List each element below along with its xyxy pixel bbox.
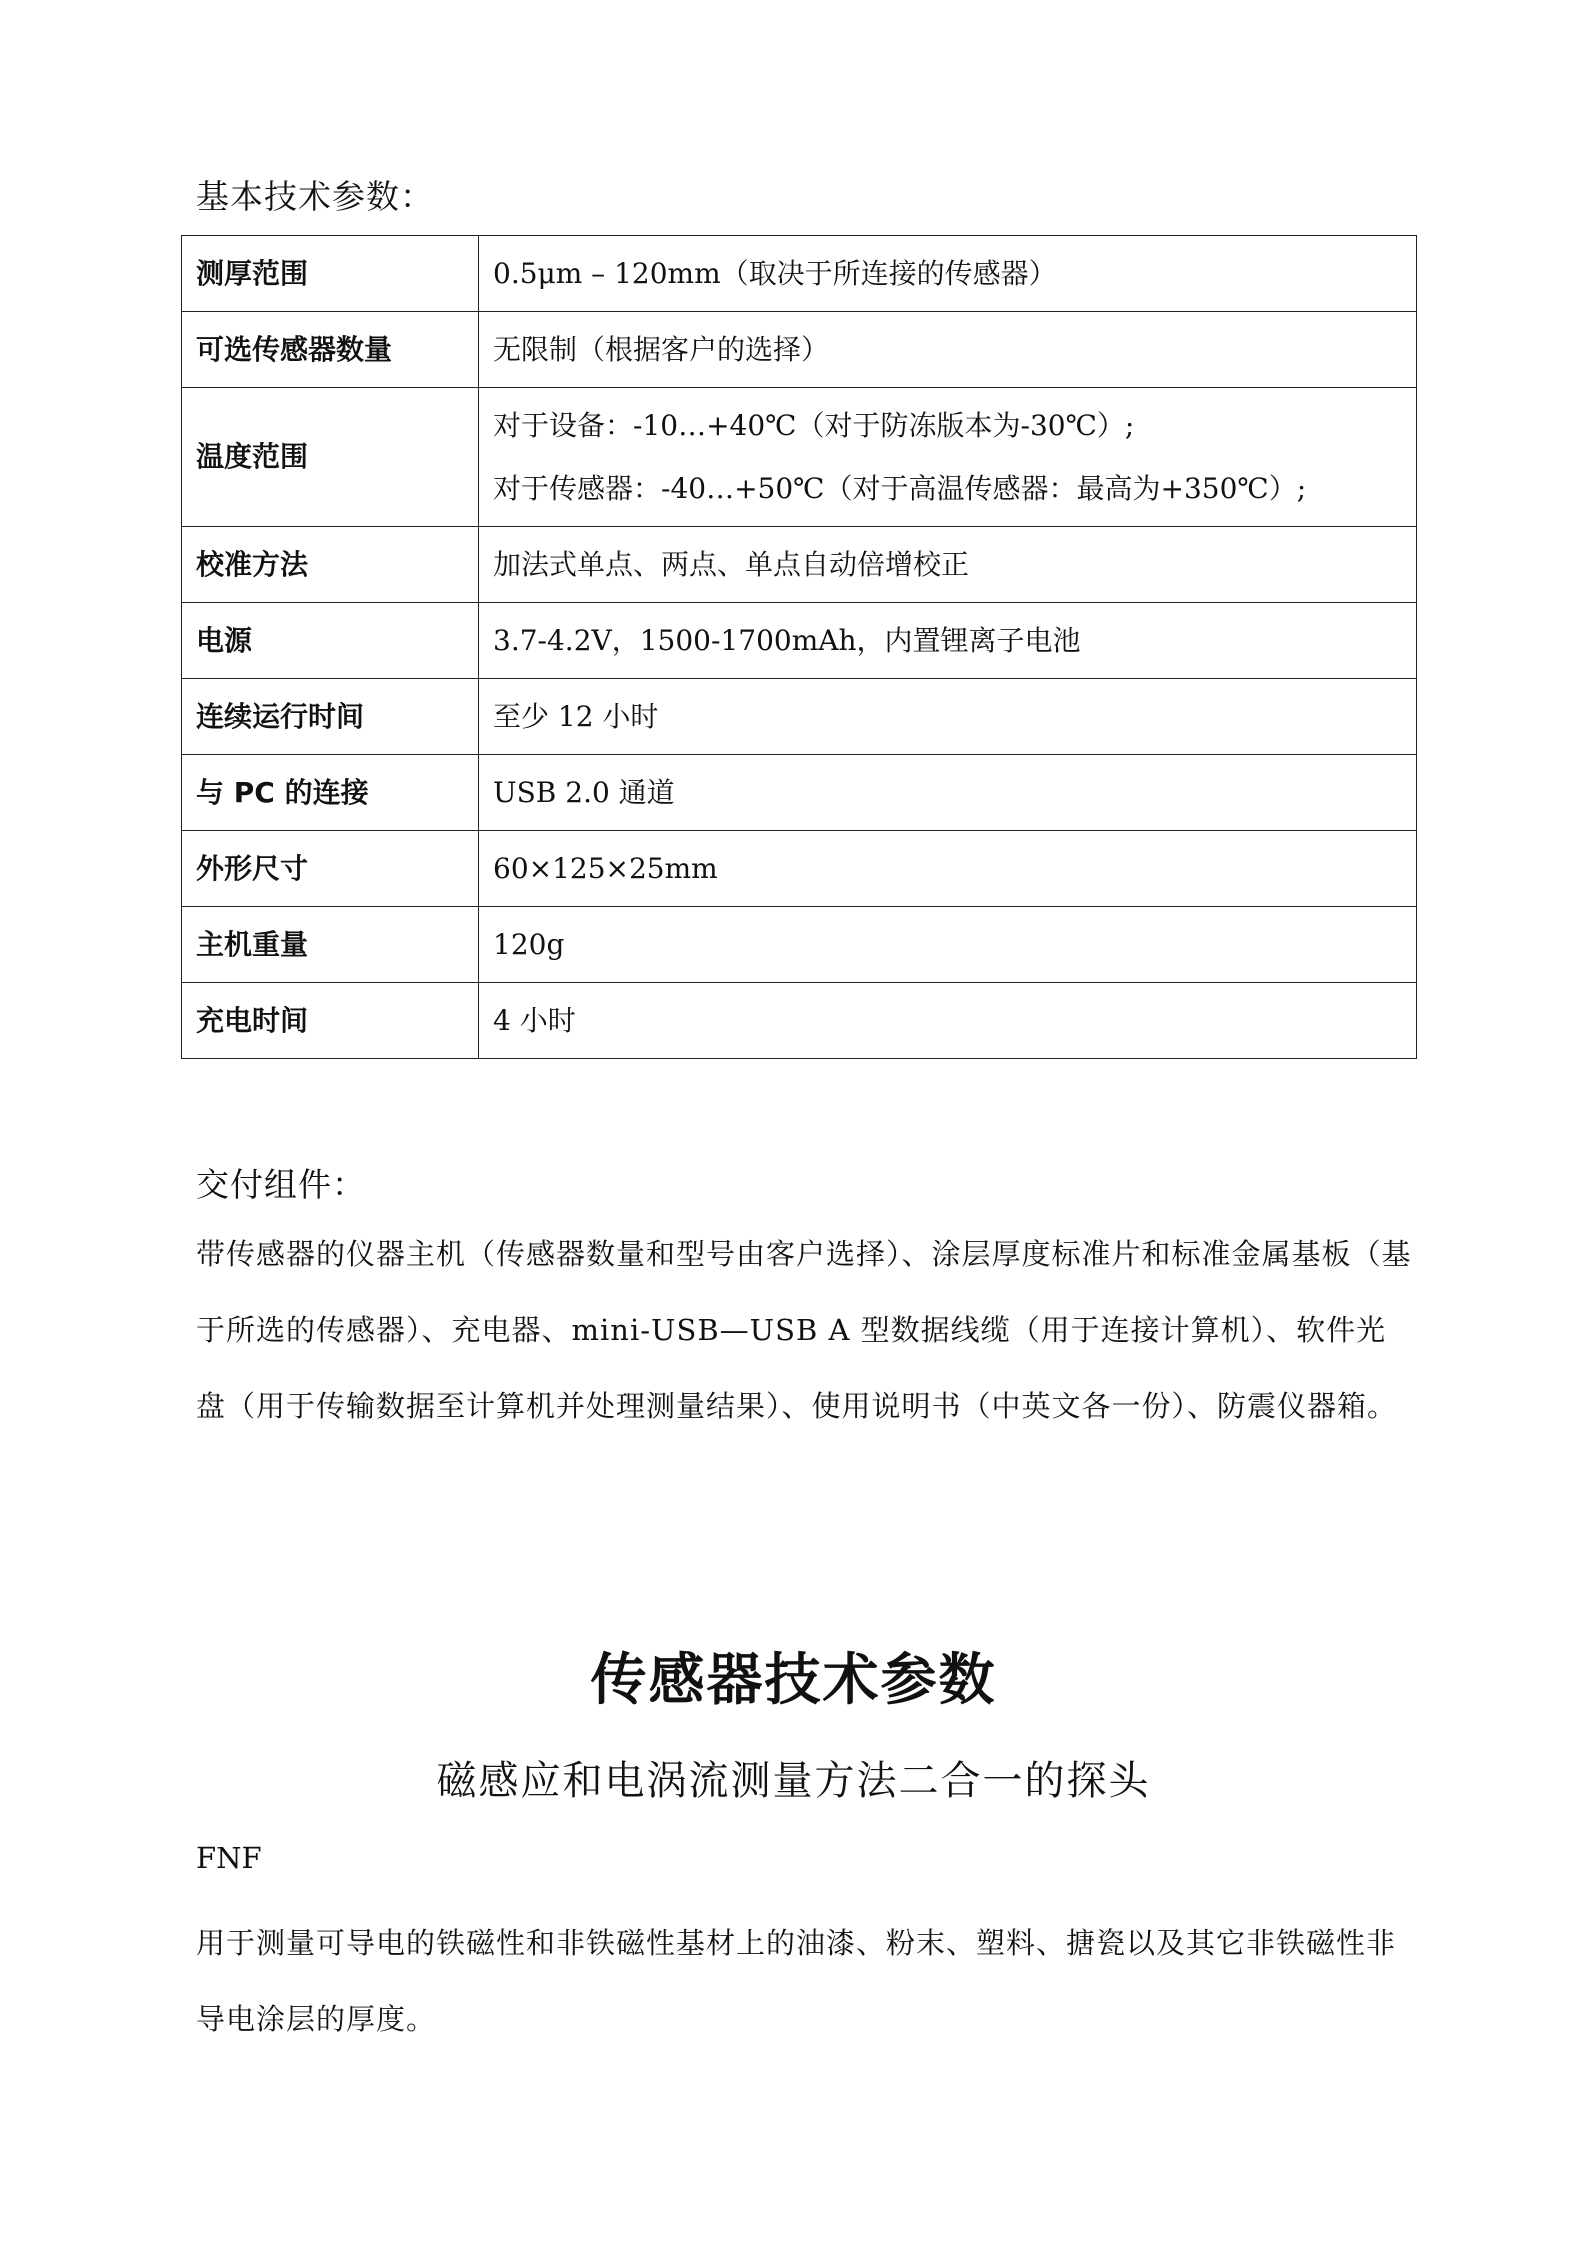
table-row — [182, 603, 1417, 679]
basic-params-heading: 基本技术参数： — [196, 177, 434, 216]
param-value: 无限制（根据客户的选择） — [479, 312, 1417, 388]
param-label: 可选传感器数量 — [182, 312, 479, 388]
param-label: 连续运行时间 — [182, 679, 479, 755]
param-value: 0.5μm – 120mm（取决于所连接的传感器） — [479, 236, 1417, 312]
delivery-paragraph: 带传感器的仪器主机（传感器数量和型号由客户选择）、涂层厚度标准片和标准金属基板（基于所选的传感器）、充电器、mini-USB—USB A 型数据线缆（用于连接计算机）、软件光盘（用于传输数据至计算机并处理测量结果）、使用说明书（中英文各一份）、防震仪器箱。 — [196, 1237, 1412, 1423]
param-value: 加法式单点、两点、单点自动倍增校正 — [479, 527, 1417, 603]
table-row — [182, 983, 1417, 1059]
probe-subtitle: 磁感应和电涡流测量方法二合一的探头 — [436, 1758, 1151, 1804]
table-row — [182, 527, 1417, 603]
basic-params-table — [181, 235, 1417, 1059]
param-value: 120g — [479, 907, 1417, 983]
param-value: 3.7-4.2V，1500-1700mAh，内置锂离子电池 — [479, 603, 1417, 679]
param-value-line: 对于设备：-10…+40℃（对于防冻版本为-30℃）; — [493, 408, 1135, 442]
param-label: 与 PC 的连接 — [182, 755, 479, 831]
probe-description: 用于测量可导电的铁磁性和非铁磁性基材上的油漆、粉末、塑料、搪瓷以及其它非铁磁性非导电涂层的厚度。 — [196, 1926, 1397, 2036]
table-row — [182, 388, 1417, 527]
param-value: 至少 12 小时 — [479, 679, 1417, 755]
param-value: 4 小时 — [479, 983, 1417, 1059]
param-label: 温度范围 — [182, 388, 479, 527]
param-label: 外形尺寸 — [182, 831, 479, 907]
delivery-heading: 交付组件： — [196, 1165, 366, 1204]
param-label: 主机重量 — [182, 907, 479, 983]
table-row — [182, 831, 1417, 907]
param-value-line: 对于传感器：-40…+50℃（对于高温传感器：最高为+350℃）; — [493, 471, 1307, 505]
table-row — [182, 755, 1417, 831]
param-value: 60×125×25mm — [479, 831, 1417, 907]
param-label: 充电时间 — [182, 983, 479, 1059]
table-row — [182, 907, 1417, 983]
sensor-params-title: 传感器技术参数 — [590, 1648, 997, 1713]
probe-code: FNF — [196, 1841, 262, 1875]
table-row — [182, 312, 1417, 388]
param-value — [479, 388, 1417, 527]
table-row — [182, 679, 1417, 755]
param-value: USB 2.0 通道 — [479, 755, 1417, 831]
param-label: 校准方法 — [182, 527, 479, 603]
param-label: 电源 — [182, 603, 479, 679]
param-label: 测厚范围 — [182, 236, 479, 312]
table-row — [182, 236, 1417, 312]
